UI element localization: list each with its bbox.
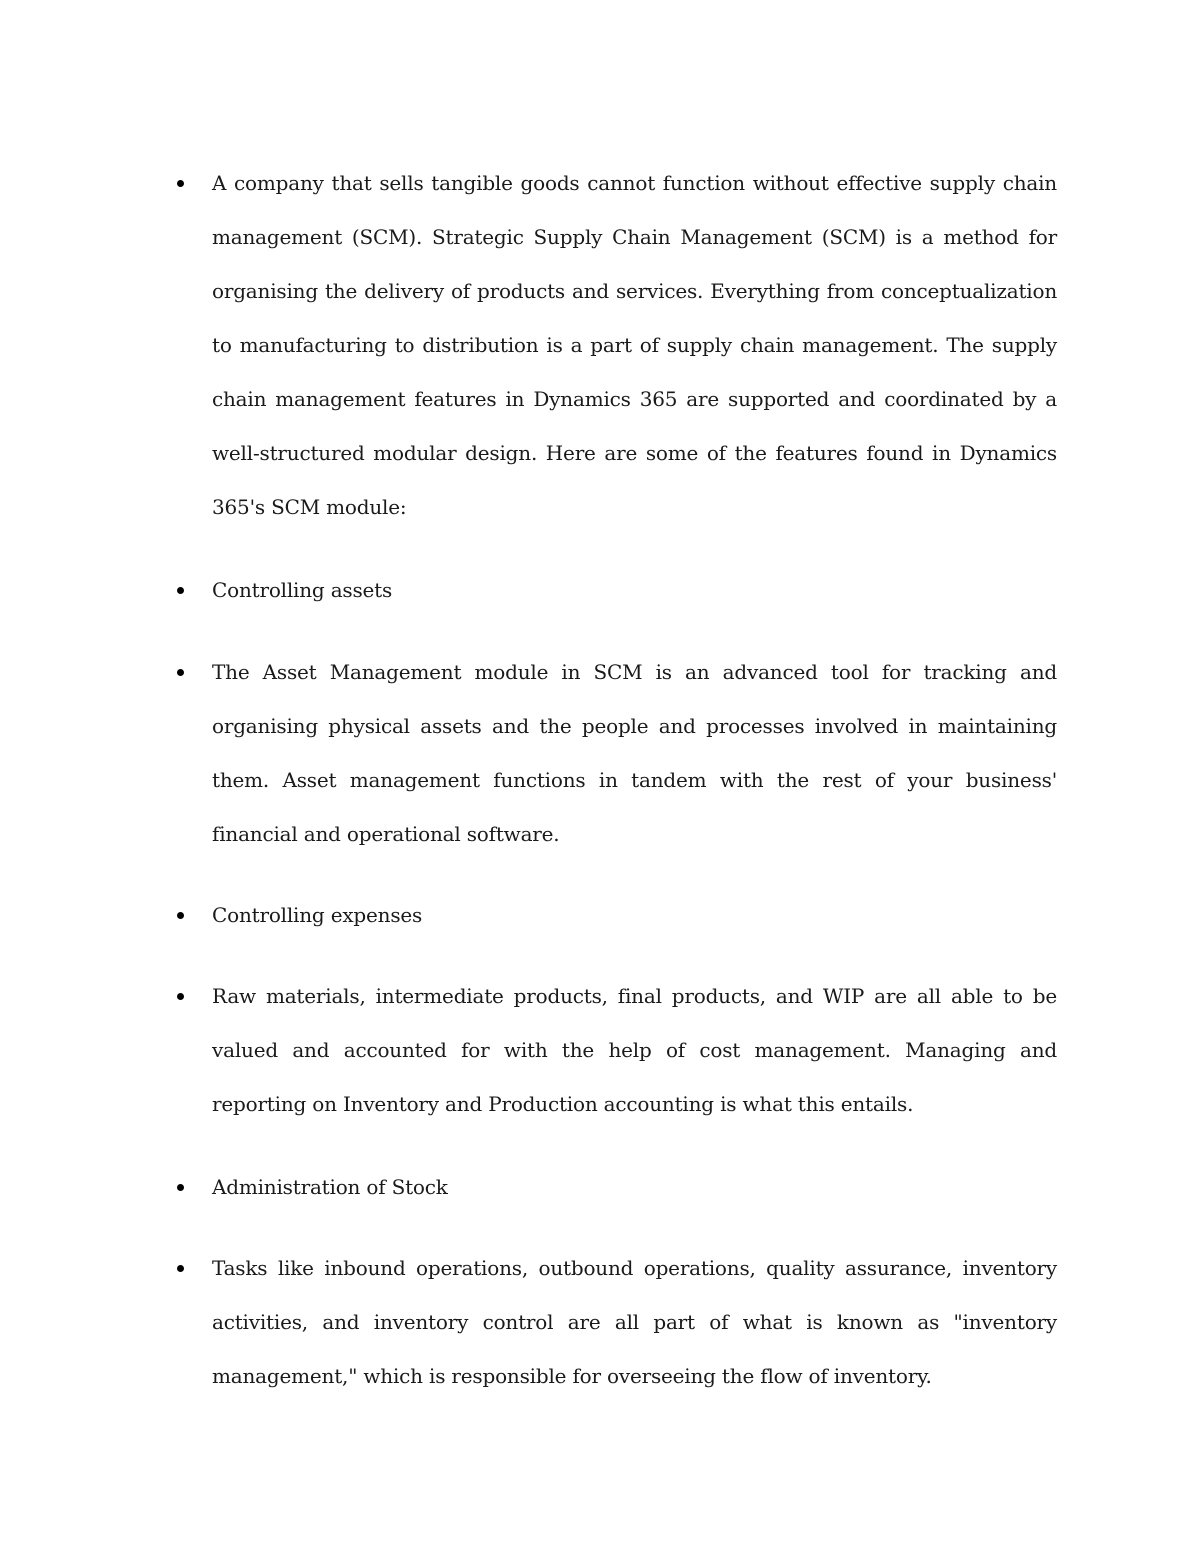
bullet-icon	[177, 669, 184, 676]
bullet-icon	[177, 180, 184, 187]
bullet-icon	[177, 1265, 184, 1272]
paragraph-text: Administration of Stock	[212, 1175, 448, 1199]
paragraph-text: Tasks like inbound operations, outbound operations, quality assurance, inventory activities, and inventory control are all part of what is known as "inventory management," which is responsible for overseeing the flow of inventory.	[212, 1256, 1057, 1388]
paragraph-text: Controlling assets	[212, 578, 393, 602]
bullet-icon	[177, 587, 184, 594]
paragraph-text: Controlling expenses	[212, 903, 423, 927]
paragraph-text: Raw materials, intermediate products, final products, and WIP are all able to be valued and accounted for with the help of cost management. Managing and reporting on Inventory and Production accounting is what this entails.	[212, 984, 1057, 1116]
bullet-icon	[177, 912, 184, 919]
paragraph-text: The Asset Management module in SCM is an advanced tool for tracking and organising physical assets and the people and processes involved in maintaining them. Asset management functions in tandem with the rest of your business' financial and operational software.	[212, 660, 1057, 846]
bullet-icon	[177, 993, 184, 1000]
bullet-icon	[177, 1184, 184, 1191]
paragraph-text: A company that sells tangible goods cannot function without effective supply chain management (SCM). Strategic Supply Chain Management (SCM) is a method for organising the delivery of products and services. Everything from conceptualization to manufacturing to distribution is a part of supply chain management. The supply chain management features in Dynamics 365 are supported and coordinated by a well-structured modular design. Here are some of the features found in Dynamics 365's SCM module:	[212, 171, 1057, 519]
